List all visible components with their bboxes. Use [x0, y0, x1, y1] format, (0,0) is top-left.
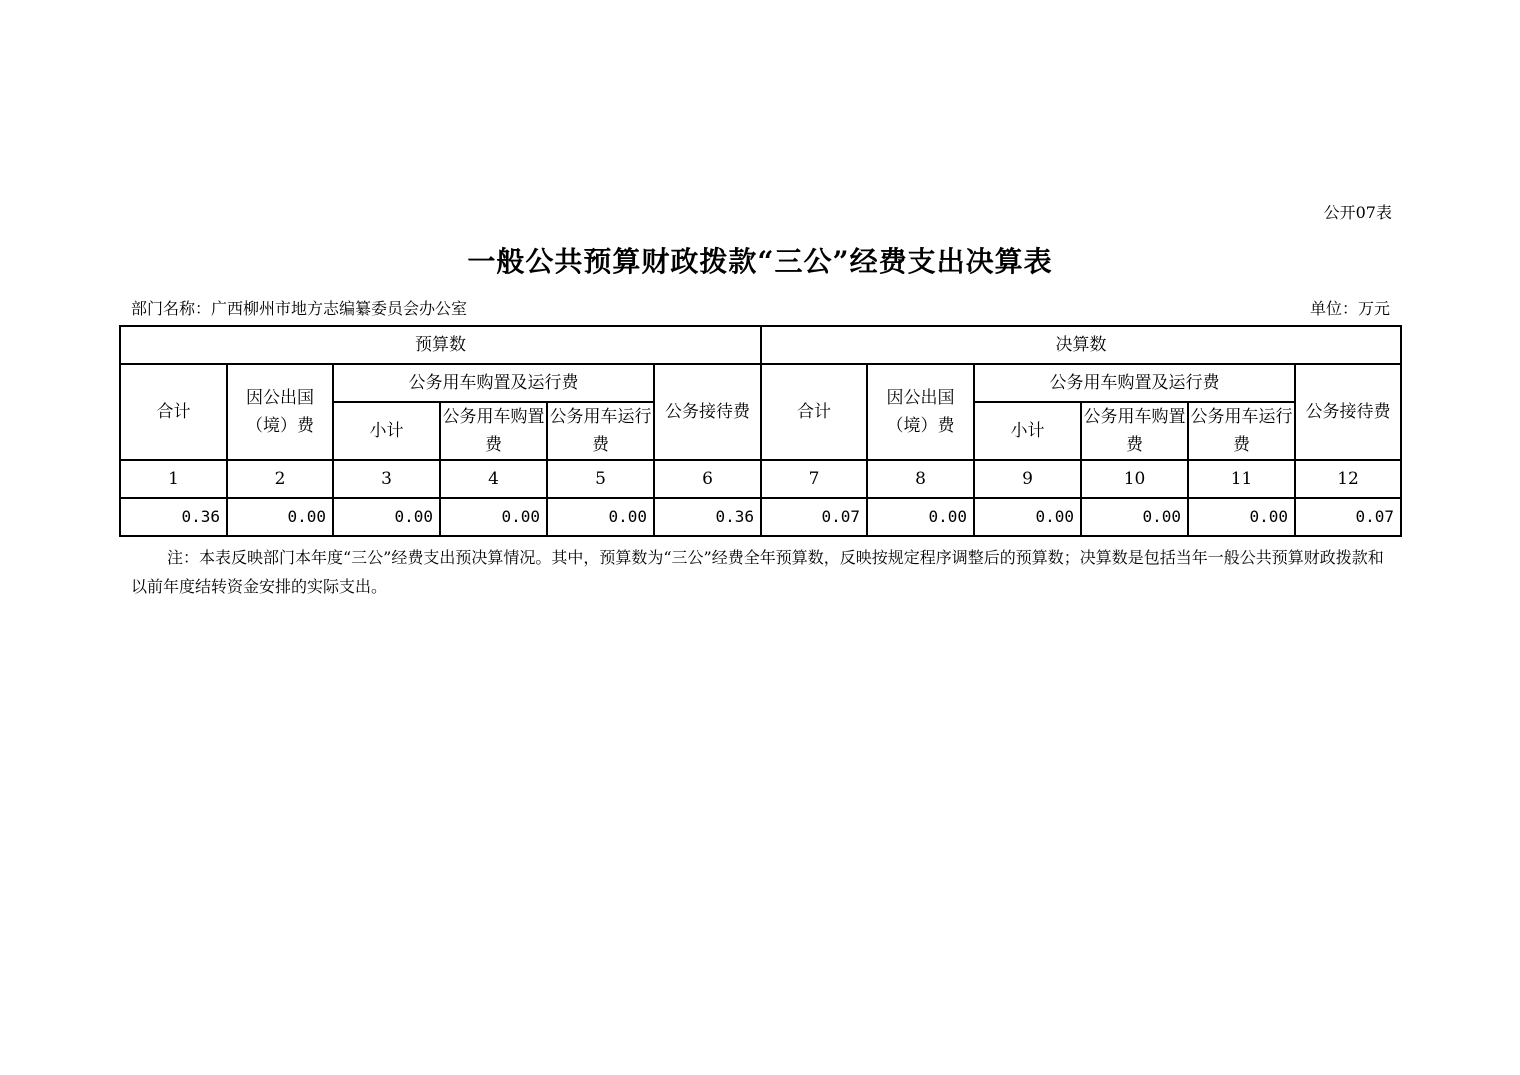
final-reception-value: 0.07: [1295, 498, 1401, 536]
final-total-value: 0.07: [761, 498, 867, 536]
final-subtotal-value: 0.00: [974, 498, 1081, 536]
budget-total-header: 合计: [120, 364, 227, 460]
unit-label: 单位：万元: [1309, 299, 1390, 318]
index-cell: 2: [227, 460, 333, 498]
budget-vehicle-purchase-header: 公务用车购置费: [440, 402, 547, 460]
form-code: 公开07表: [1323, 203, 1392, 222]
three-public-expenses-table: [119, 325, 1402, 537]
index-cell: 4: [440, 460, 547, 498]
budget-abroad-value: 0.00: [227, 498, 333, 536]
final-vehicle-purchase-header: 公务用车购置费: [1081, 402, 1188, 460]
index-cell: 5: [547, 460, 654, 498]
index-cell: 9: [974, 460, 1081, 498]
final-vehicle-operation-value: 0.00: [1188, 498, 1295, 536]
budget-total-value: 0.36: [120, 498, 227, 536]
index-cell: 10: [1081, 460, 1188, 498]
final-total-header: 合计: [761, 364, 867, 460]
index-cell: 8: [867, 460, 974, 498]
index-row: [120, 460, 1401, 498]
final-reception-header: 公务接待费: [1295, 364, 1401, 460]
index-cell: 3: [333, 460, 440, 498]
budget-abroad-header: 因公出国（境）费: [227, 364, 333, 460]
final-vehicle-purchase-value: 0.00: [1081, 498, 1188, 536]
budget-vehicle-group-header: 公务用车购置及运行费: [333, 364, 654, 402]
budget-vehicle-operation-header: 公务用车运行费: [547, 402, 654, 460]
budget-vehicle-purchase-value: 0.00: [440, 498, 547, 536]
budget-reception-header: 公务接待费: [654, 364, 761, 460]
page-title: 一般公共预算财政拨款“三公”经费支出决算表: [467, 245, 1053, 278]
budget-subtotal-header: 小计: [333, 402, 440, 460]
index-cell: 1: [120, 460, 227, 498]
budget-vehicle-operation-value: 0.00: [547, 498, 654, 536]
budget-reception-value: 0.36: [654, 498, 761, 536]
footnote: 注：本表反映部门本年度“三公”经费支出预决算情况。其中，预算数为“三公”经费全年预算数，反映按规定程序调整后的预算数；决算数是包括当年一般公共预算财政拨款和以前年度结转资金安排的实际支出。: [131, 548, 1384, 596]
index-cell: 6: [654, 460, 761, 498]
index-cell: 7: [761, 460, 867, 498]
final-vehicle-operation-header: 公务用车运行费: [1188, 402, 1295, 460]
value-row: [120, 498, 1401, 536]
final-abroad-value: 0.00: [867, 498, 974, 536]
final-subtotal-header: 小计: [974, 402, 1081, 460]
budget-group-header: 预算数: [120, 326, 761, 364]
department-name: 部门名称：广西柳州市地方志编纂委员会办公室: [131, 299, 468, 318]
final-vehicle-group-header: 公务用车购置及运行费: [974, 364, 1295, 402]
final-group-header: 决算数: [761, 326, 1401, 364]
final-abroad-header: 因公出国（境）费: [867, 364, 974, 460]
index-cell: 12: [1295, 460, 1401, 498]
budget-subtotal-value: 0.00: [333, 498, 440, 536]
index-cell: 11: [1188, 460, 1295, 498]
